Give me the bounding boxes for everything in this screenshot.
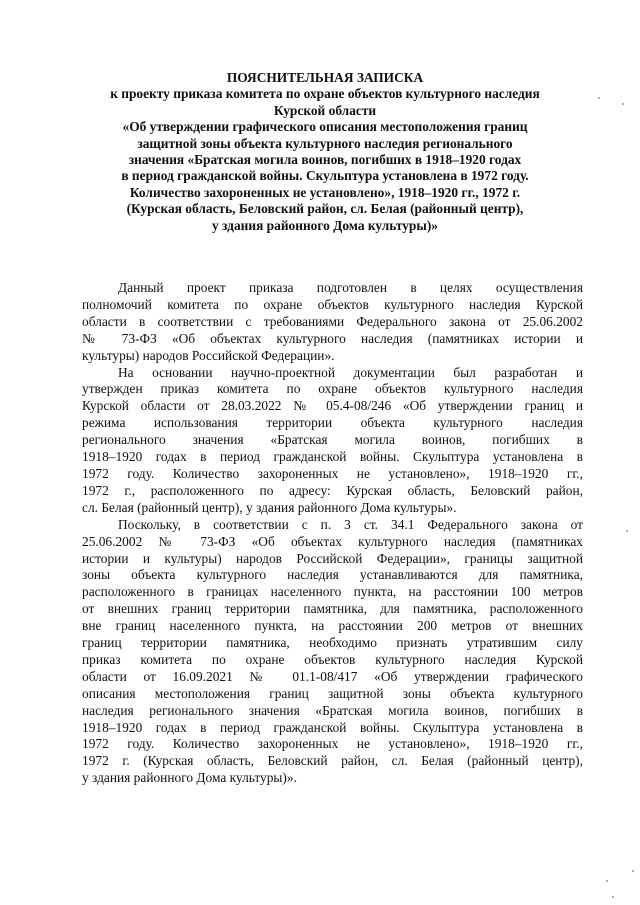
text-line: На основании научно-проектной документации был разработан и: [118, 364, 583, 380]
text-line: наследия регионального значения «Братская могила воинов, погибших в: [82, 702, 583, 718]
text-line: приказ комитета по охране объектов культурного наследия Курской: [82, 651, 583, 667]
text-line: расположенного в границах населенного пункта, на расстоянии 100 метров: [82, 584, 583, 600]
text-line: Курской области от 28.03.2022 № 05.4-08/246 «Об утверждении границ и: [82, 398, 583, 414]
paragraph-justification: [82, 517, 583, 788]
text-line: зоны объекта культурного наследия устанавливаются для памятника,: [82, 567, 583, 583]
title-line: защитной зоны объекта культурного наследия регионального: [137, 135, 513, 151]
scan-speck: [626, 530, 628, 532]
text-line: границ территории памятника, необходимо признать утратившим силу: [82, 635, 583, 651]
text-line: полномочий комитета по охране объектов культурного наследия Курской: [82, 296, 583, 312]
text-line: 1972 г. (Курская область, Беловский район, сл. Белая (районный центр),: [82, 753, 583, 769]
scan-speck: [598, 97, 600, 99]
text-line: сл. Белая (районный центр), у здания районного Дома культуры».: [82, 499, 457, 515]
text-line: 1972 г., расположенного по адресу: Курская область, Беловский район,: [82, 482, 583, 498]
text-line: утвержден приказ комитета по охране объектов культурного наследия: [82, 381, 583, 397]
text-line: у здания районного Дома культуры)».: [82, 770, 297, 786]
text-line: 1918–1920 годах в период гражданской войны. Скульптура установлена в: [82, 449, 583, 465]
title-line: Количество захороненных не установлено», 1918–1920 гг., 1972 г.: [129, 184, 521, 200]
title-line: к проекту приказа комитета по охране объектов культурного наследия: [110, 86, 540, 102]
text-line: 1918–1920 годах в период гражданской войны. Скульптура установлена в: [82, 719, 583, 735]
text-line: регионального значения «Братская могила воинов, погибших в: [82, 432, 583, 448]
title-line: (Курская область, Беловский район, сл. Белая (районный центр),: [126, 201, 524, 217]
title-heading: ПОЯСНИТЕЛЬНАЯ ЗАПИСКА: [226, 70, 424, 85]
text-line: культуры) народов Российской Федерации».: [82, 347, 335, 363]
scan-speck: [622, 103, 624, 105]
text-line: 1972 году. Количество захороненных не установлено», 1918–1920 гг.,: [82, 465, 583, 481]
title-line: значения «Братская могила воинов, погибших в 1918–1920 годах: [128, 152, 522, 168]
text-line: 1972 году. Количество захороненных не установлено», 1918–1920 гг.,: [82, 736, 583, 752]
scan-speck: [632, 870, 634, 872]
title-line: у здания районного Дома культуры)»: [212, 217, 438, 233]
paragraph-purpose: [82, 280, 583, 365]
title-line: Курской области: [273, 102, 377, 118]
text-line: от внешних границ территории памятника, для памятника, расположенного: [82, 601, 583, 617]
text-line: 25.06.2002 № 73-ФЗ «Об объектах культурного наследия (памятниках: [82, 533, 583, 549]
text-line: области в соответствии с требованиями Федерального закона от 25.06.2002: [82, 313, 583, 329]
document-body: [82, 280, 583, 787]
text-line: описания местоположения границ защитной зоны объекта культурного: [82, 685, 583, 701]
scan-speck: [612, 896, 614, 898]
text-line: № 73-ФЗ «Об объектах культурного наследия (памятниках истории и: [82, 330, 583, 346]
scan-speck: [606, 880, 608, 882]
text-line: истории и культуры) народов Российской Федерации», границы защитной: [82, 550, 583, 566]
title-line: «Об утверждении графического описания местоположения границ: [122, 119, 528, 135]
text-line: Данный проект приказа подготовлен в целях осуществления: [118, 280, 583, 295]
title-line: в период гражданской войны. Скульптура установлена в 1972 году.: [121, 168, 529, 184]
text-line: вне границ населенного пункта, на расстоянии 200 метров от внешних: [82, 618, 583, 634]
paragraph-basis: [82, 365, 583, 517]
document-title: [90, 70, 560, 234]
text-line: режима использования территории объекта культурного наследия: [82, 415, 583, 431]
text-line: области от 16.09.2021 № 01.1-08/417 «Об утверждении графического: [82, 668, 583, 684]
text-line: Поскольку, в соответствии с п. 3 ст. 34.1 Федерального закона от: [118, 516, 583, 532]
